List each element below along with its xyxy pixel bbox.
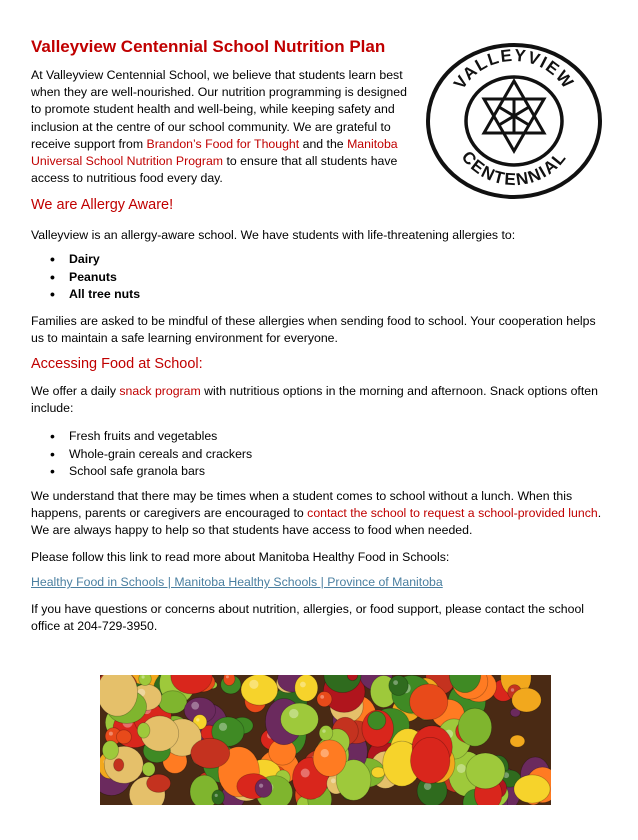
fruit-shape [281, 703, 319, 735]
fruit-highlight [320, 695, 324, 699]
fruit-shape [223, 675, 235, 686]
fruit-shape [255, 779, 272, 798]
allergy-note: Families are asked to be mindful of these allergies when sending food to school. Your cooperation helps us to maintain a safe learning environment for everyone. [31, 314, 596, 346]
fruit-shape [142, 762, 155, 776]
intro-text-2: and the [299, 136, 348, 151]
request-lunch-link[interactable]: contact the school to request a school-provided lunch [307, 506, 598, 521]
logo-top-text: VALLEYVIEW [449, 45, 578, 93]
fruit-shape [466, 753, 505, 789]
allergy-item-peanuts: • Peanuts [31, 269, 140, 287]
fruit-highlight [289, 709, 298, 718]
fruit-shape [514, 775, 550, 803]
fruit-highlight [191, 702, 199, 710]
allergy-item-tree-nuts: • All tree nuts [31, 286, 140, 304]
intro-text-3: to ensure that all students have access to nutritious food every day. [31, 154, 398, 186]
fruit-shape [159, 691, 187, 714]
contact-paragraph: If you have questions or concerns about nutrition, allergies, or food support, please contact the school office at 204-729-3950. [31, 602, 585, 634]
fruit-shape [389, 676, 408, 696]
fruit-highlight [300, 682, 306, 688]
snack-text-2: with nutritious options in the morning and afternoon. Snack options often include: [31, 384, 598, 416]
intro-text-1: At Valleyview Centennial School, we believe that students learn best when they are well-nourished. Our nutrition programming is designed to promote student health and well-being, while keeping safety and inclusion at the centre of our school community. We are grateful to receive support from [31, 68, 407, 151]
fruit-highlight [301, 769, 310, 778]
healthy-food-link[interactable]: Healthy Food in Schools | Manitoba Healthy Schools | Province of Manitoba [31, 575, 443, 589]
fruit-highlight [511, 688, 514, 691]
school-logo [420, 41, 608, 201]
fruit-shape [368, 711, 386, 729]
lunch-text-2: . We are always happy to help so that students have access to food when needed. [31, 506, 602, 538]
fruit-vegetable-banner-image [100, 675, 551, 805]
fruit-shape [102, 741, 118, 760]
fruit-shape [295, 675, 318, 701]
fruit-highlight [249, 680, 258, 689]
fruit-highlight [393, 680, 398, 685]
allergy-item-dairy: • Dairy [31, 251, 140, 269]
fruit-shape [410, 684, 448, 720]
snack-paragraph [31, 383, 603, 417]
fruit-shape [411, 737, 450, 783]
fruit-shape [317, 692, 332, 707]
snack-text-1: We offer a daily [31, 384, 120, 398]
allergy-heading: We are Allergy Aware! [31, 197, 174, 213]
fruit-highlight [196, 718, 199, 721]
fruit-shape [116, 730, 131, 744]
fruit-highlight [219, 723, 227, 731]
fruit-highlight [259, 784, 263, 788]
fruit-highlight [457, 764, 466, 773]
fruit-shape [137, 723, 150, 738]
fruit-highlight [226, 675, 229, 678]
allergy-intro: Valleyview is an allergy-aware school. We have students with life-threatening allergies to: [31, 228, 516, 242]
fruit-shape [114, 759, 124, 772]
intro-paragraph [31, 67, 411, 187]
nutrition-program-link[interactable]: Manitoba Universal School Nutrition Program [31, 136, 398, 169]
fruit-shape [510, 735, 525, 747]
fruit-highlight [215, 794, 218, 797]
fruit-shape [458, 708, 492, 746]
fruit-highlight [322, 729, 325, 732]
lunch-text-1: We understand that there may be times when a student comes to school without a lunch. When this happens, parents or caregivers are encouraged to [31, 489, 573, 521]
snack-item-cereals: • Whole-grain cereals and crackers [31, 446, 252, 464]
fruit-shape [319, 726, 333, 741]
page-title: Valleyview Centennial School Nutrition Plan [31, 37, 386, 56]
fruit-shape [139, 675, 152, 686]
snack-item-fruits: • Fresh fruits and vegetables [31, 428, 252, 446]
fruit-highlight [142, 675, 145, 678]
allergy-list [31, 251, 140, 304]
food-heading: Accessing Food at School: [31, 356, 203, 372]
logo-bottom-text: CENTENNIAL [457, 147, 571, 190]
snack-program-link[interactable]: snack program [119, 384, 201, 398]
fruit-highlight [331, 778, 336, 783]
fruit-shape [313, 740, 346, 777]
fruit-shape [147, 774, 171, 792]
fruit-highlight [109, 732, 113, 736]
fruit-shape [512, 688, 541, 712]
food-for-thought-link[interactable]: Brandon’s Food for Thought [146, 136, 300, 151]
follow-link-text: Please follow this link to read more about Manitoba Healthy Food in Schools: [31, 550, 450, 564]
fruit-shape [191, 738, 230, 768]
fruit-highlight [321, 749, 329, 757]
snack-list [31, 428, 252, 481]
snack-item-granola: • School safe granola bars [31, 463, 252, 481]
fruit-shape [212, 790, 224, 805]
lunch-paragraph [31, 488, 603, 540]
fruit-shape [241, 675, 278, 705]
